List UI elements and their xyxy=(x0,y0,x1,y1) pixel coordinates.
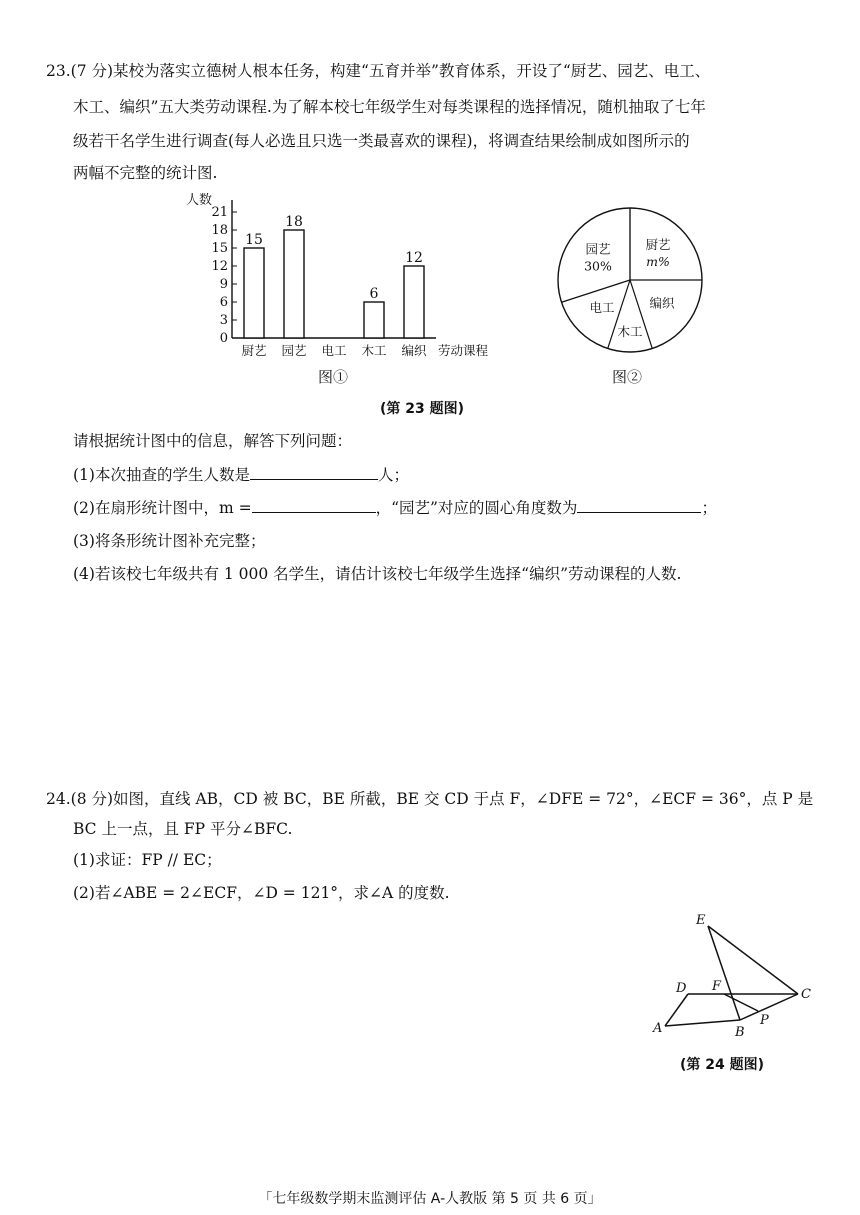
pie-slice-value: m% xyxy=(646,253,670,269)
segment-ab xyxy=(665,1020,740,1026)
q24-line-2: BC 上一点，且 FP 平分∠BFC. xyxy=(73,820,293,838)
segment-ec xyxy=(708,926,798,994)
fig24-caption: (第 24 题图) xyxy=(680,1057,765,1073)
category-label: 厨艺 xyxy=(241,343,267,358)
point-d-label: D xyxy=(676,981,687,996)
bar-chart xyxy=(180,188,510,388)
point-a-label: A xyxy=(653,1021,663,1036)
q24-line-4: (2)若∠ABE = 2∠ECF，∠D = 121°，求∠A 的度数. xyxy=(73,884,450,902)
y-tick-label: 18 xyxy=(211,223,228,238)
q23-item-2 xyxy=(73,497,717,519)
point-b-label: B xyxy=(735,1025,745,1040)
bar xyxy=(364,302,384,338)
q23-prompt: 请根据统计图中的信息，解答下列问题： xyxy=(73,432,353,450)
item1-text: (1)本次抽查的学生人数是 xyxy=(73,466,250,484)
item2-mid: ，“园艺”对应的圆心角度数为 xyxy=(375,499,578,517)
pie-slice-value: 30% xyxy=(584,258,612,274)
y-tick-label: 6 xyxy=(219,295,228,310)
item2-text: (2)在扇形统计图中，m = xyxy=(73,499,252,517)
category-label: 园艺 xyxy=(281,343,307,358)
pie-slice-label: 厨艺 xyxy=(645,236,671,252)
q24-line-1: 24.(8 分)如图，直线 AB，CD 被 BC，BE 所截，BE 交 CD 于点 F，∠DFE = 72°，∠ECF = 36°，点 P 是 xyxy=(46,790,814,808)
pie-chart xyxy=(550,200,710,360)
bar xyxy=(404,266,424,338)
y-tick-label: 15 xyxy=(211,241,228,256)
segment-fp xyxy=(724,994,758,1011)
point-e-label: E xyxy=(696,913,706,928)
bar-value-label: 15 xyxy=(245,232,263,248)
answer-blank-1[interactable] xyxy=(250,465,378,480)
category-label: 电工 xyxy=(321,343,347,358)
fig23-caption: (第 23 题图) xyxy=(380,401,465,417)
point-p-label: P xyxy=(760,1013,769,1028)
y-tick-label: 3 xyxy=(219,313,228,328)
y-axis-label: 人数 xyxy=(186,193,213,208)
point-c-label: C xyxy=(801,987,811,1002)
y-tick-label: 9 xyxy=(219,277,228,292)
bar xyxy=(284,230,304,338)
q23-line-3: 级若干名学生进行调查(每人必选且只选一类最喜欢的课程)，将调查结果绘制成如图所示的 xyxy=(73,132,690,150)
category-label: 编织 xyxy=(401,343,427,358)
fig2-label: 图② xyxy=(612,368,643,386)
answer-blank-m[interactable] xyxy=(252,498,376,513)
q23-item-1 xyxy=(73,464,409,486)
q23-item-4: (4)若该校七年级共有 1 000 名学生，请估计该校七年级学生选择“编织”劳动课程的人数. xyxy=(73,565,682,583)
y-tick-label: 12 xyxy=(211,259,228,274)
pie-slice-label: 木工 xyxy=(617,323,643,339)
q23-line-1: 23.(7 分)某校为落实立德树人根本任务，构建“五育并举”教育体系，开设了“厨艺、园艺、电工、 xyxy=(46,62,711,80)
bar-value-label: 12 xyxy=(405,250,423,266)
y-tick-label: 21 xyxy=(211,205,228,220)
bar-value-label: 6 xyxy=(369,286,379,302)
x-axis-label: 劳动课程 xyxy=(438,343,489,358)
item1-unit: 人； xyxy=(377,466,409,484)
segment-ad xyxy=(665,994,688,1026)
fig1-label: 图① xyxy=(318,368,349,386)
y-tick-label: 0 xyxy=(219,331,228,346)
q24-line-3: (1)求证：FP // EC； xyxy=(73,851,222,869)
segment-ef xyxy=(708,926,740,1020)
bar-value-label: 18 xyxy=(285,214,303,230)
answer-blank-angle[interactable] xyxy=(577,498,701,513)
category-label: 木工 xyxy=(361,343,387,358)
pie-slice-label: 电工 xyxy=(589,300,615,316)
page-footer: 「七年级数学期末监测评估 A-人教版 第 5 页 共 6 页」 xyxy=(258,1191,602,1207)
q23-line-4: 两幅不完整的统计图. xyxy=(73,164,218,182)
point-f-label: F xyxy=(712,979,722,994)
pie-slice-label: 园艺 xyxy=(585,241,611,257)
q23-item-3: (3)将条形统计图补充完整； xyxy=(73,532,266,550)
item2-end: ； xyxy=(701,499,717,517)
pie-slice-label: 编织 xyxy=(649,295,675,311)
bar xyxy=(244,248,264,338)
geometry-figure xyxy=(650,910,820,1050)
q23-line-2: 木工、编织”五大类劳动课程.为了解本校七年级学生对每类课程的选择情况，随机抽取了七年 xyxy=(73,98,706,116)
